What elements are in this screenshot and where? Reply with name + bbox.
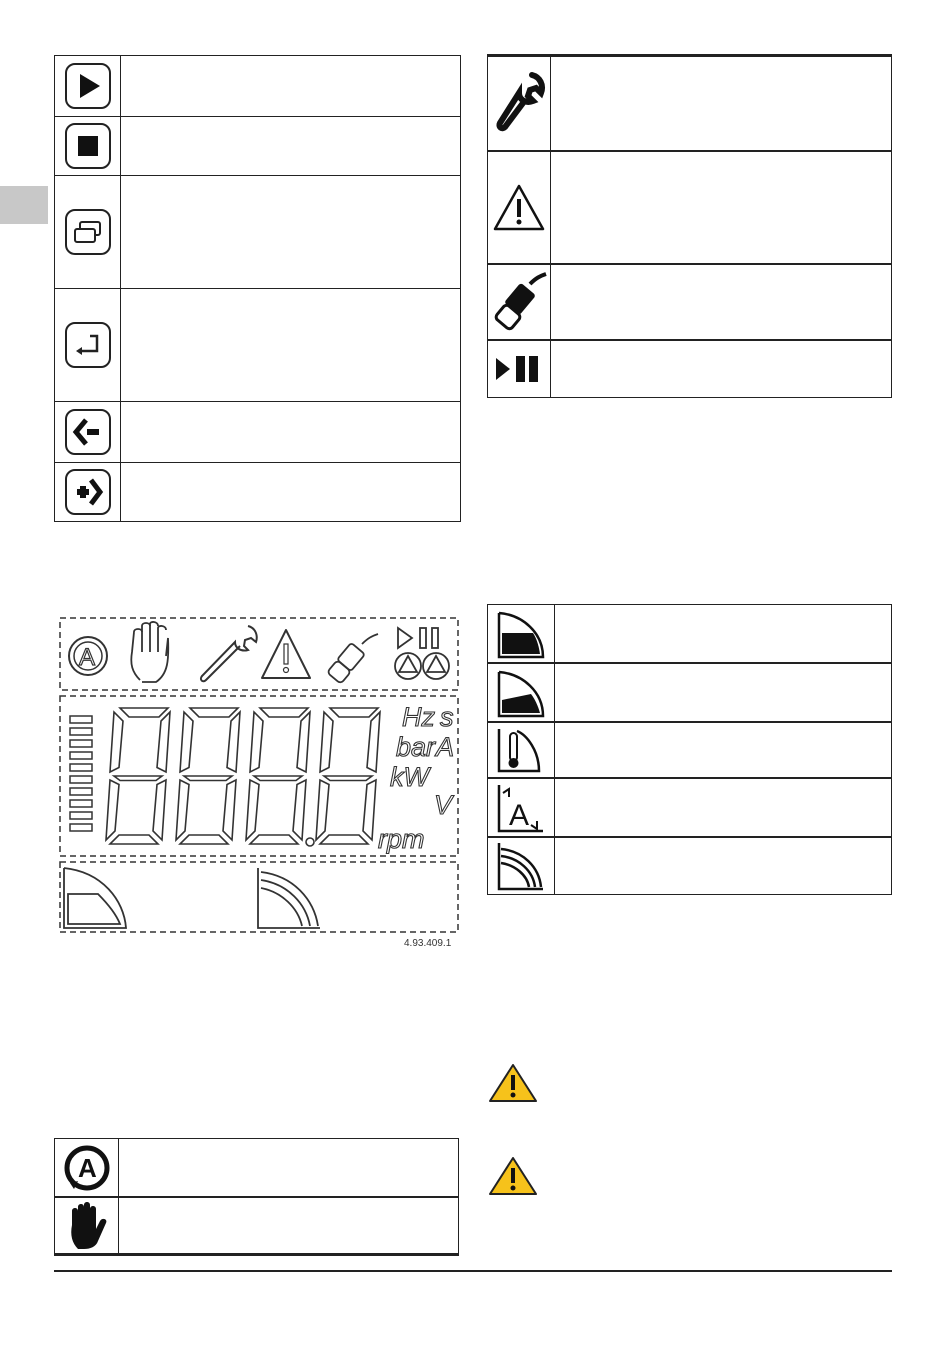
lcd-frequency-bar	[258, 868, 320, 928]
current-icon-letter: A	[509, 798, 530, 832]
temperature-icon	[488, 723, 555, 777]
lcd-run-pause-icon	[395, 628, 449, 679]
digit-segment	[297, 712, 310, 772]
table-row	[488, 838, 891, 894]
menu-button-icon	[55, 176, 121, 288]
table-row	[55, 402, 460, 463]
digit-segment	[260, 708, 308, 717]
auto-mode-table-icon	[55, 1139, 119, 1196]
digit-segment	[114, 776, 162, 781]
digit-segment	[320, 712, 333, 772]
digit-segment	[153, 780, 166, 840]
manual-mode-hand-icon	[55, 1198, 119, 1253]
unit-rpm: rpm	[378, 824, 425, 854]
forward-plus-button-icon	[55, 463, 121, 521]
pressure-level-partial-icon	[488, 664, 555, 721]
pressure-level-full-icon	[488, 605, 555, 662]
lcd-wrench-icon	[201, 626, 257, 681]
digit-segment	[250, 712, 263, 772]
table-row	[55, 117, 460, 176]
table-row	[488, 664, 891, 723]
lcd-digits	[106, 708, 380, 846]
digit-segment	[367, 712, 380, 772]
digit-segment	[246, 780, 259, 840]
digit-segment	[110, 712, 123, 772]
digit-segment	[120, 708, 168, 717]
footer-rule	[54, 1270, 892, 1272]
digit-segment	[254, 776, 302, 781]
auto-mode-letter: A	[79, 644, 96, 671]
wrench-icon	[488, 57, 551, 150]
digit-segment	[320, 835, 368, 844]
status-icon-table	[487, 54, 892, 398]
unit-s: s	[440, 702, 454, 732]
table-row	[55, 289, 460, 402]
table-row	[488, 605, 891, 664]
warning-icon	[488, 152, 551, 263]
figure-code: 4.93.409.1	[404, 938, 452, 949]
decimal-point	[306, 838, 314, 846]
table-row	[55, 1198, 458, 1253]
digit-segment	[106, 780, 119, 840]
unit-bar: bar	[396, 732, 436, 762]
unit-hz: Hz	[402, 702, 435, 732]
digit-segment	[190, 708, 238, 717]
warning-sign-icon	[487, 1155, 539, 1202]
digit-segment	[363, 780, 376, 840]
table-row	[488, 265, 891, 341]
mode-icon-table	[54, 1138, 459, 1256]
warning-sign-icon	[487, 1062, 539, 1109]
lcd-bar-graph	[70, 716, 92, 831]
digit-segment	[293, 780, 306, 840]
table-row	[488, 152, 891, 265]
keypad-table	[54, 55, 461, 522]
lcd-warning-icon	[262, 630, 310, 678]
digit-segment	[227, 712, 240, 772]
table-row	[55, 56, 460, 117]
auto-mode-table-letter: A	[77, 1152, 97, 1183]
digit-segment	[316, 780, 329, 840]
play-button-icon	[55, 56, 121, 116]
enter-button-icon	[55, 289, 121, 401]
bar-icon-table	[487, 604, 892, 895]
digit-segment	[223, 780, 236, 840]
motor-icon	[488, 265, 551, 339]
run-pause-icon	[488, 341, 551, 397]
lcd-display	[58, 616, 460, 934]
auto-mode-icon	[69, 637, 107, 675]
current-icon	[488, 779, 555, 836]
lcd-pressure-bar	[64, 868, 126, 928]
unit-kw: kW	[390, 762, 429, 792]
digit-segment	[180, 835, 228, 844]
digit-segment	[176, 780, 189, 840]
table-row	[55, 463, 460, 521]
unit-a: A	[436, 732, 455, 762]
frequency-arcs-icon	[488, 838, 555, 894]
table-row	[488, 779, 891, 838]
stop-button-icon	[55, 117, 121, 175]
unit-v: V	[434, 790, 453, 820]
digit-segment	[250, 835, 298, 844]
table-row	[55, 1139, 458, 1198]
table-row	[488, 723, 891, 779]
table-row	[488, 57, 891, 152]
table-row	[488, 341, 891, 397]
hand-icon	[131, 622, 168, 682]
digit-segment	[110, 835, 158, 844]
lcd-motor-icon	[327, 634, 378, 684]
table-row	[55, 176, 460, 289]
digit-segment	[184, 776, 232, 781]
section-tab	[0, 186, 48, 224]
digit-segment	[330, 708, 378, 717]
digit-segment	[324, 776, 372, 781]
digit-segment	[157, 712, 170, 772]
back-minus-button-icon	[55, 402, 121, 462]
digit-segment	[180, 712, 193, 772]
